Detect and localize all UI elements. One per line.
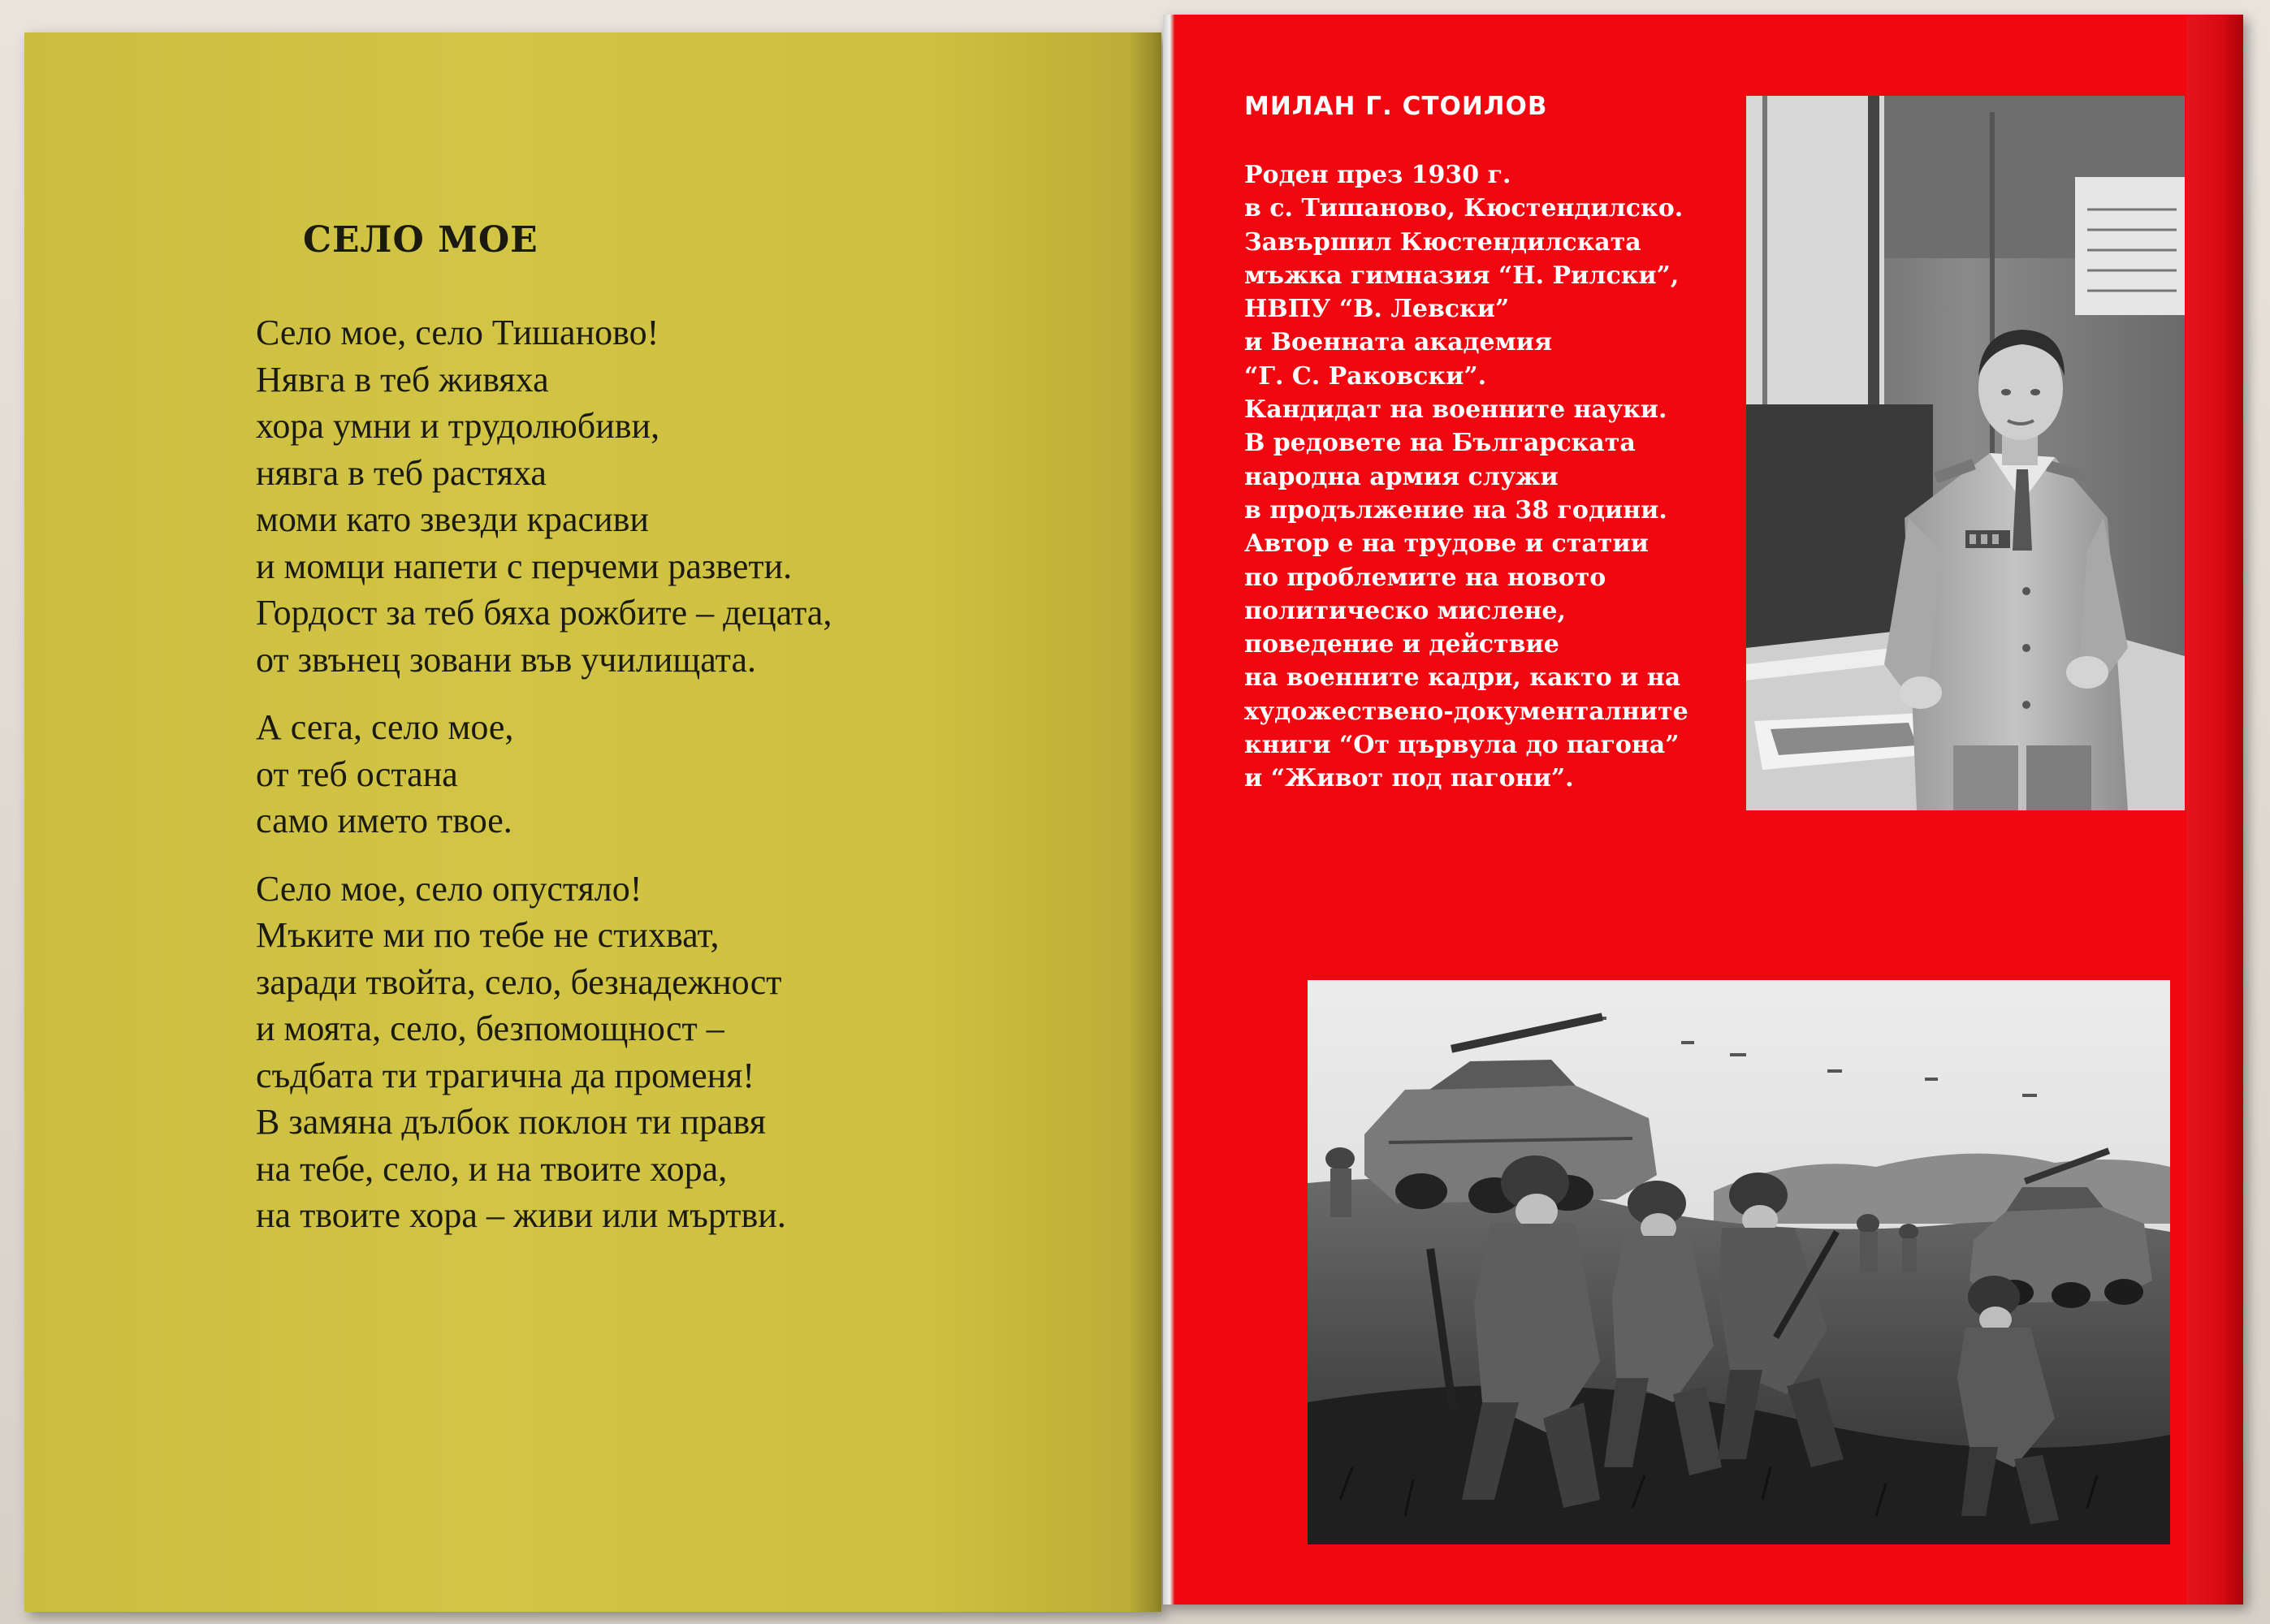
poem-line: Нявга в теб живяха — [256, 359, 549, 400]
bio-line: “Г. С. Раковски”. — [1244, 361, 1487, 391]
poem-line: заради твойта, село, безнадежност — [256, 961, 782, 1002]
poem-line: Село мое, село Тишаново! — [256, 313, 659, 352]
bio-line: В редовете на Българската — [1244, 429, 1636, 458]
bio-line: поведение и действие — [1244, 630, 1559, 659]
poem-line: и моята, село, безпомощност – — [256, 1009, 724, 1048]
bio-line: Завършил Кюстендилската — [1244, 227, 1641, 257]
poem-line: от звънец зовани във училищата. — [256, 639, 756, 680]
bio-line: в продължение на 38 години. — [1244, 495, 1667, 525]
bio-line: Кандидат на военните науки. — [1244, 395, 1667, 425]
poem-stanza-2 — [256, 704, 1109, 844]
poem-line: Мъките ми по тебе не стихват, — [256, 915, 720, 955]
bio-line: художествено-документалните — [1244, 697, 1688, 726]
poem-line: В замяна дълбок поклон ти правя — [256, 1102, 766, 1142]
bio-line: мъжка гимназия “Н. Рилски”, — [1244, 261, 1680, 290]
page-edge — [1163, 15, 1174, 1605]
bio-line: на военните кадри, както и на — [1244, 663, 1681, 693]
bio-line: и “Живот под пагони”. — [1244, 764, 1574, 793]
poem-line: Село мое, село опустяло! — [256, 868, 642, 909]
poem-line: само името твое. — [256, 801, 512, 840]
red-book-cover — [1163, 15, 2243, 1605]
bio-line: Роден през 1930 г. — [1244, 161, 1511, 189]
poem-line: съдбата ти трагична да променя! — [256, 1055, 755, 1095]
poem-stanza-3 — [256, 866, 1109, 1239]
bio-line: Автор е на трудове и статии — [1244, 529, 1649, 559]
poem-line: А сега, село мое, — [256, 707, 514, 747]
bio-line: по проблемите на новото — [1244, 563, 1606, 592]
poem-line: на твоите хора – живи или мъртви. — [256, 1195, 786, 1235]
poem-line: на тебе, село, и на твоите хора, — [256, 1148, 728, 1189]
poem-line: хора умни и трудолюбиви, — [256, 406, 660, 446]
bio-line: и Военната академия — [1244, 328, 1553, 357]
bio-line: книги “От цървула до пагона” — [1244, 731, 1680, 760]
poem — [256, 219, 1109, 1260]
poem-line: нявга в теб растяха — [256, 452, 547, 493]
author-photo — [1746, 96, 2185, 810]
bio-line: политическо мислене, — [1244, 596, 1566, 625]
poem-line: Гордост за теб бяха рожбите – децата, — [256, 593, 832, 633]
soldiers-illustration — [1308, 980, 2170, 1544]
bio-line: в с. Тишаново, Кюстендилско. — [1244, 194, 1684, 223]
poem-line: от теб остана — [256, 754, 458, 794]
yellow-book-cover — [24, 32, 1161, 1612]
author-name: МИЛАН Г. СТОИЛОВ — [1244, 92, 1548, 121]
poem-line: и момци напети с перчеми развети. — [256, 546, 793, 586]
book-spine-edge — [2186, 15, 2243, 1605]
poem-line: моми като звезди красиви — [256, 499, 649, 539]
bio-line: народна армия служи — [1244, 462, 1559, 491]
spine-shadow — [1129, 32, 1161, 1612]
author-bio — [1244, 92, 1699, 796]
bio-line: НВПУ “В. Левски” — [1244, 295, 1510, 324]
poem-title: СЕЛО МОЕ — [303, 219, 538, 261]
poem-stanza-1 — [256, 309, 1109, 683]
